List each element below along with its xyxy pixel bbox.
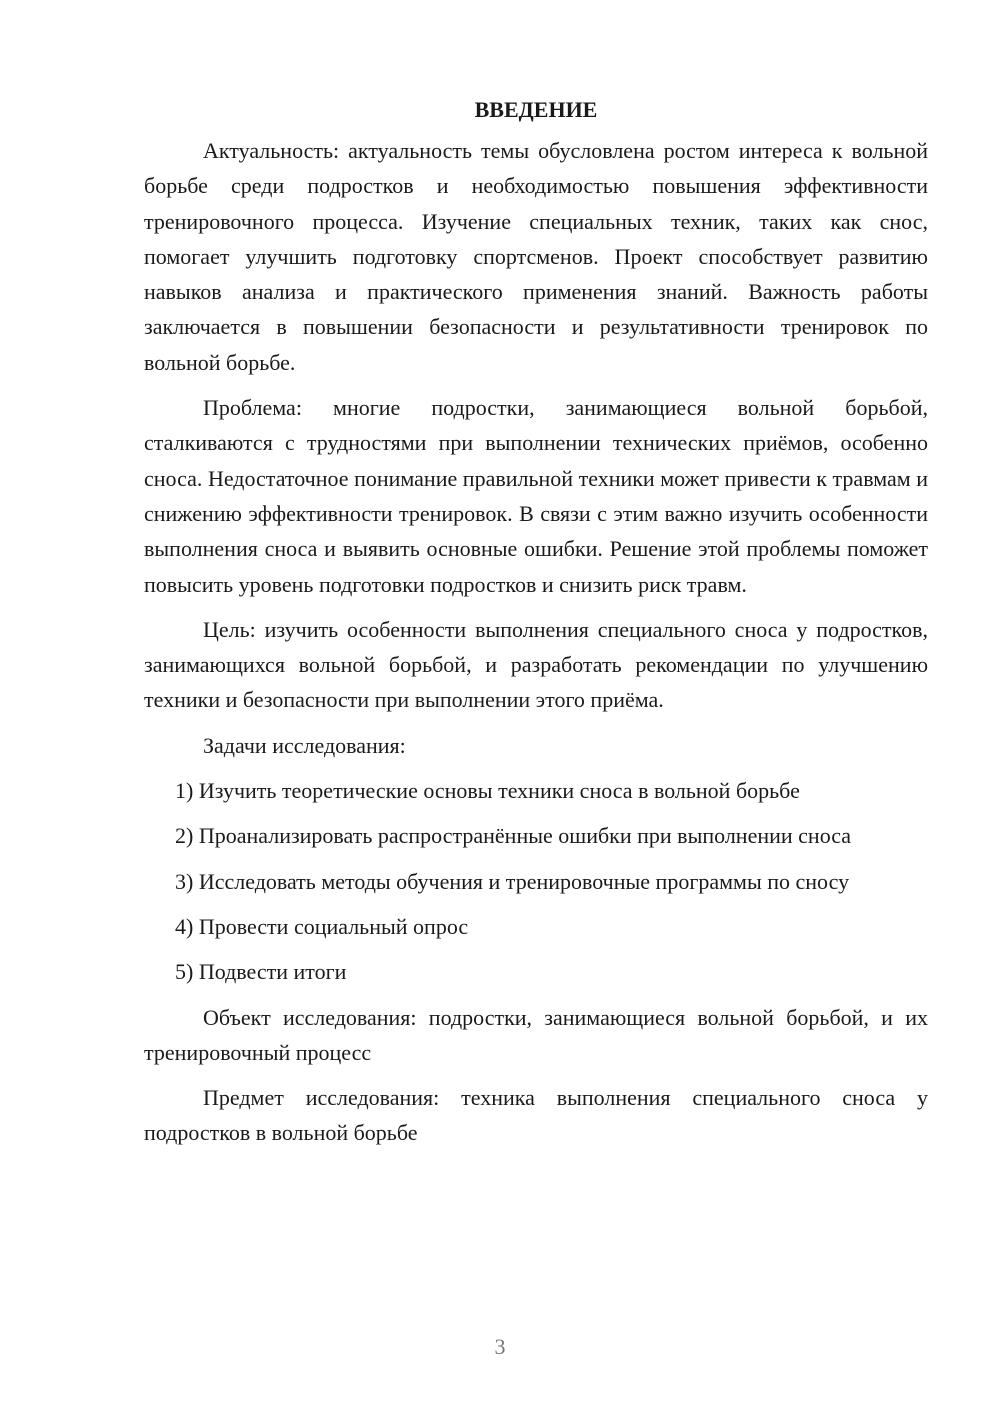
subject-paragraph: Предмет исследования: техника выполнения специального сноса у подростков в вольной борьбе [144,1085,928,1146]
page-number: 3 [494,1334,506,1359]
tasks-list [144,773,928,989]
object-paragraph: Объект исследования: подростки, занимающиеся вольной борьбой, и их тренировочный процесс [144,1004,928,1065]
task-item: 5) Подвести итоги [175,959,347,985]
section-title: ВВЕДЕНИЕ [474,97,598,122]
problem-paragraph: Проблема: многие подростки, занимающиеся вольной борьбой, сталкиваются с трудностями при выполнении технических приёмов, особенно сноса. Недостаточное понимание правильной техники может привести к травмам и снижению эффективности тренировок. В связи с этим важно изучить особенности выполнения сноса и выявить основные ошибки. Решение этой проблемы поможет повысить уровень подготовки подростков и снизить риск травм. [144,395,928,597]
task-item: 3) Исследовать методы обучения и тренировочные программы по сносу [175,868,850,894]
tasks-heading: Задачи исследования: [203,732,406,758]
task-item: 2) Проанализировать распространённые ошибки при выполнении сноса [175,823,852,849]
relevance-paragraph: Актуальность: актуальность темы обусловлена ростом интереса к вольной борьбе среди подростков и необходимостью повышения эффективности тренировочного процесса. Изучение специальных техник, таких как снос, помогает улучшить подготовку спортсменов. Проект способствует развитию навыков анализа и практического применения знаний. Важность работы заключается в повышении безопасности и результативности тренировок по вольной борьбе. [144,138,928,375]
document-page [144,92,928,1161]
task-item: 1) Изучить теоретические основы техники сноса в вольной борьбе [175,778,800,804]
task-item: 4) Провести социальный опрос [175,913,469,939]
goal-paragraph: Цель: изучить особенности выполнения специального сноса у подростков, занимающихся вольной борьбой, и разработать рекомендации по улучшению техники и безопасности при выполнении этого приёма. [144,616,928,713]
